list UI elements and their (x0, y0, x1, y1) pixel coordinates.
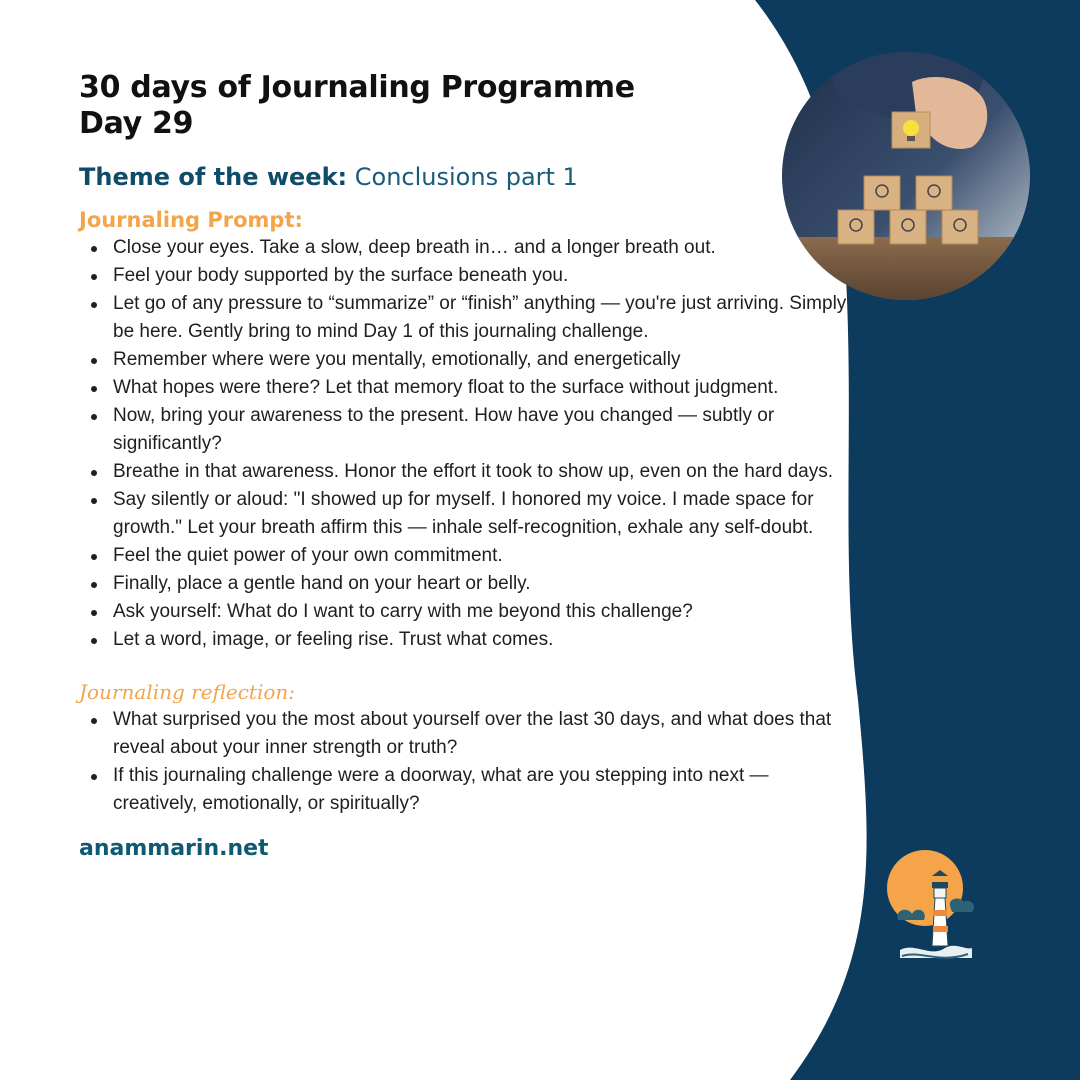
page-title (79, 70, 849, 142)
main-content (79, 70, 849, 864)
list-item: Close your eyes. Take a slow, deep breath in… and a longer breath out. (113, 234, 849, 262)
list-item: Let a word, image, or feeling rise. Trust what comes. (113, 626, 849, 654)
list-item: Now, bring your awareness to the present. How have you changed — subtly or significantly? (113, 402, 849, 458)
title-line-1: 30 days of Journaling Programme (79, 70, 635, 105)
reflection-list (79, 706, 849, 818)
list-item: What hopes were there? Let that memory float to the surface without judgment. (113, 374, 849, 402)
prompt-list (79, 234, 849, 654)
title-line-2: Day 29 (79, 106, 194, 141)
list-item: Feel your body supported by the surface beneath you. (113, 262, 849, 290)
lightbulb-blocks-photo (782, 52, 1030, 300)
lighthouse-logo-icon (880, 848, 980, 973)
list-item: What surprised you the most about yourself over the last 30 days, and what does that reveal about your inner strength or truth? (113, 706, 849, 762)
theme-value: Conclusions part 1 (354, 163, 578, 191)
journaling-reflection-heading: Journaling reflection: (79, 680, 296, 704)
theme-label: Theme of the week: (79, 163, 348, 191)
journaling-prompt-heading: Journaling Prompt: (79, 208, 303, 232)
list-item: Breathe in that awareness. Honor the effort it took to show up, even on the hard days. (113, 458, 849, 486)
website-link[interactable]: anammarin.net (79, 836, 269, 861)
list-item: Remember where were you mentally, emotionally, and energetically (113, 346, 849, 374)
list-item: Ask yourself: What do I want to carry with me beyond this challenge? (113, 598, 849, 626)
list-item: If this journaling challenge were a doorway, what are you stepping into next — creatively, emotionally, or spiritually? (113, 762, 849, 818)
theme-of-week (79, 162, 849, 192)
list-item: Feel the quiet power of your own commitment. (113, 542, 849, 570)
list-item: Let go of any pressure to “summarize” or “finish” anything — you're just arriving. Simply be here. Gently bring to mind Day 1 of this journaling challenge. (113, 290, 849, 346)
list-item: Finally, place a gentle hand on your heart or belly. (113, 570, 849, 598)
list-item: Say silently or aloud: "I showed up for myself. I honored my voice. I made space for growth." Let your breath affirm this — inhale self-recognition, exhale any self-doubt. (113, 486, 849, 542)
